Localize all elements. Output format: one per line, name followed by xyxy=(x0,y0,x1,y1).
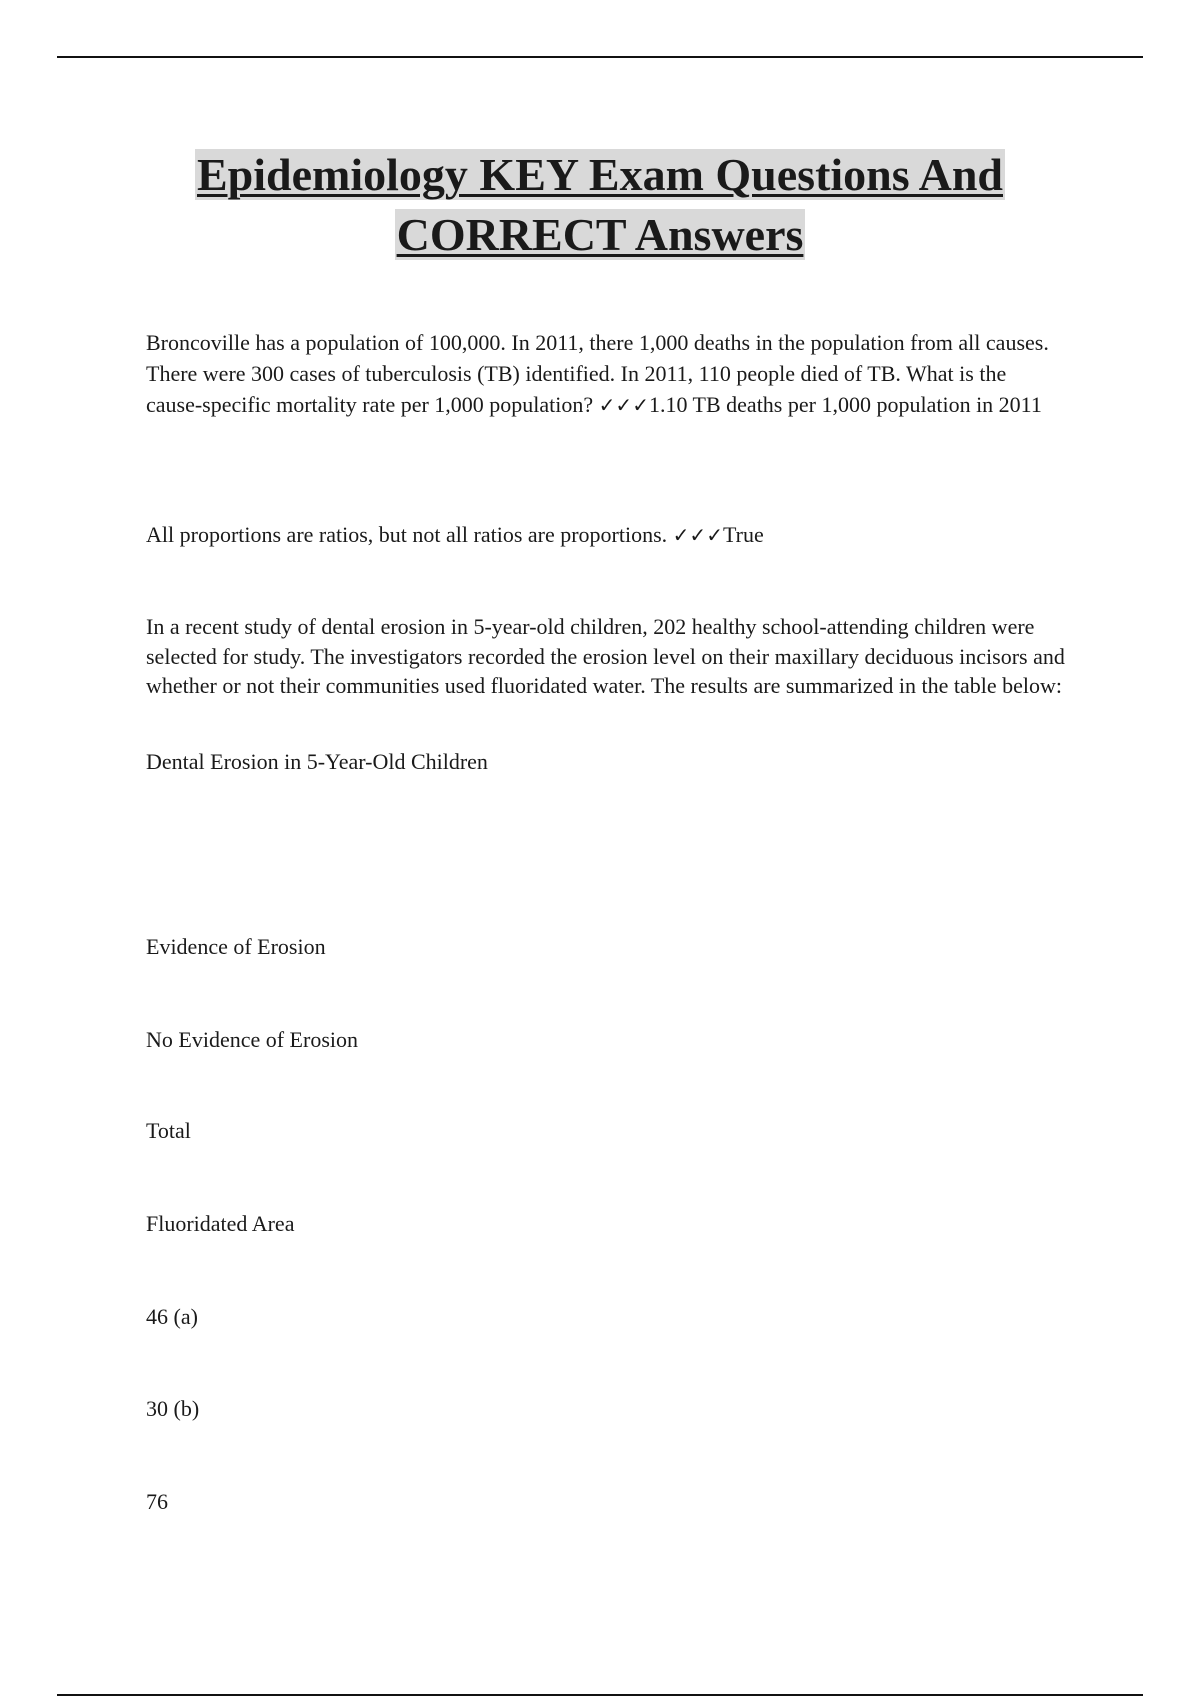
document-title xyxy=(0,145,1200,265)
question-1-text: Broncoville has a population of 100,000. In 2011, there 1,000 deaths in the population from all causes. There were 300 cases of tuberculosis (TB) identified. In 2011, 110 people died of TB. What is the cause-specific mortality rate per 1,000 population? xyxy=(146,330,1049,417)
table-item: Evidence of Erosion xyxy=(146,934,326,959)
table-item: 30 (b) xyxy=(146,1396,200,1421)
question-2-answer: True xyxy=(722,522,764,547)
question-1-answer: 1.10 TB deaths per 1,000 population in 2011 xyxy=(648,392,1042,417)
question-2-text: All proportions are ratios, but not all ratios are proportions. xyxy=(146,522,668,547)
table-item: 76 xyxy=(146,1489,168,1514)
table-caption: Dental Erosion in 5-Year-Old Children xyxy=(146,749,488,774)
question-2 xyxy=(146,519,1066,551)
title-line-2: CORRECT Answers xyxy=(396,209,804,260)
table-item: 46 (a) xyxy=(146,1304,198,1329)
table-item: Total xyxy=(146,1118,191,1143)
table-item: Fluoridated Area xyxy=(146,1211,295,1236)
study-description: In a recent study of dental erosion in 5-year-old children, 202 healthy school-attending children were selected for study. The investigators recorded the erosion level on their maxillary deciduous incisors and whether or not their communities used fluoridated water. The results are summarized in the table below: xyxy=(146,614,1065,698)
table-item: No Evidence of Erosion xyxy=(146,1027,358,1052)
title-line-1: Epidemiology KEY Exam Questions And xyxy=(196,149,1003,200)
check-marks: ✓✓✓ xyxy=(672,523,723,547)
check-marks: ✓✓✓ xyxy=(598,393,649,417)
bottom-rule xyxy=(57,1694,1143,1696)
top-rule xyxy=(57,56,1143,58)
question-1 xyxy=(146,327,1066,421)
